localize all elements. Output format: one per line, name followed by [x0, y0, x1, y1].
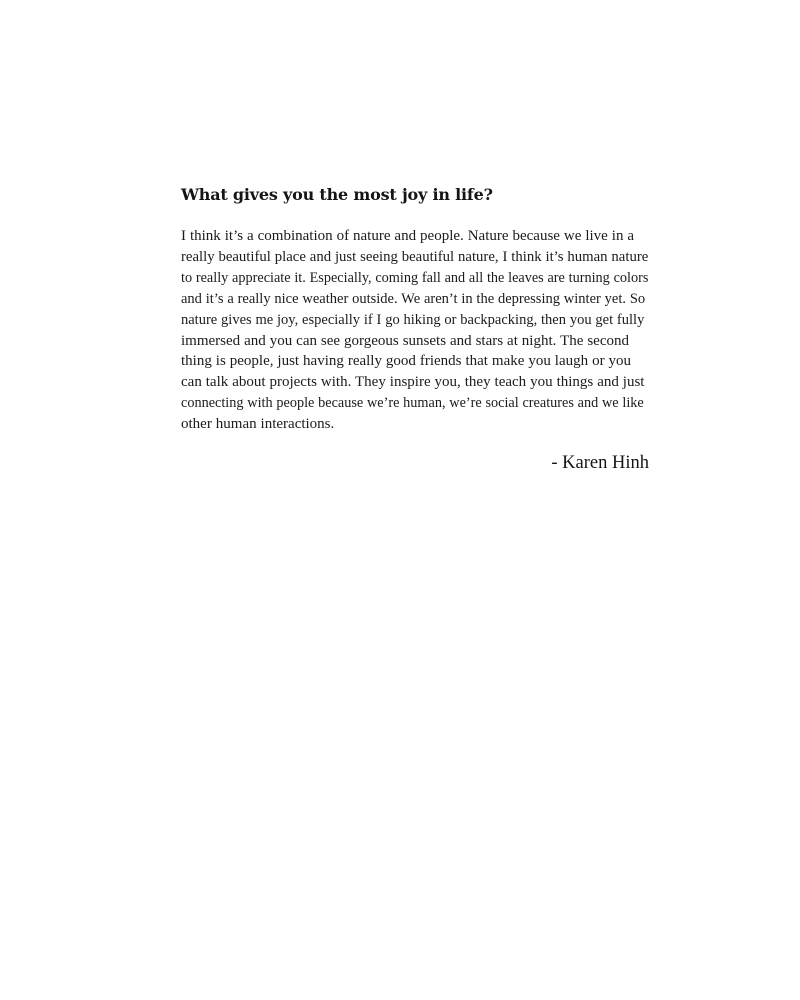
answer-line: really beautiful place and just seeing beautiful nature, I think it’s human nature [181, 248, 649, 265]
answer-paragraph [181, 226, 649, 435]
answer-line: nature gives me joy, especially if I go hiking or backpacking, then you get fully [181, 311, 645, 328]
answer-line: immersed and you can see gorgeous sunsets and stars at night. The second [181, 332, 629, 349]
answer-line: thing is people, just having really good friends that make you laugh or you [181, 353, 632, 370]
answer-line: I think it’s a combination of nature and people. Nature because we live in a [181, 228, 635, 244]
question-heading: What gives you the most joy in life? [181, 185, 493, 204]
answer-line: can talk about projects with. They inspire you, they teach you things and just [181, 374, 645, 391]
answer-line: other human interactions. [181, 416, 335, 433]
answer-line: to really appreciate it. Especially, coming fall and all the leaves are turning colors [181, 269, 649, 286]
answer-line: connecting with people because we’re human, we’re social creatures and we like [181, 395, 644, 412]
answer-line: and it’s a really nice weather outside. We aren’t in the depressing winter yet. So [181, 290, 646, 307]
attribution: - Karen Hinh [551, 453, 649, 474]
interview-excerpt [181, 184, 649, 475]
